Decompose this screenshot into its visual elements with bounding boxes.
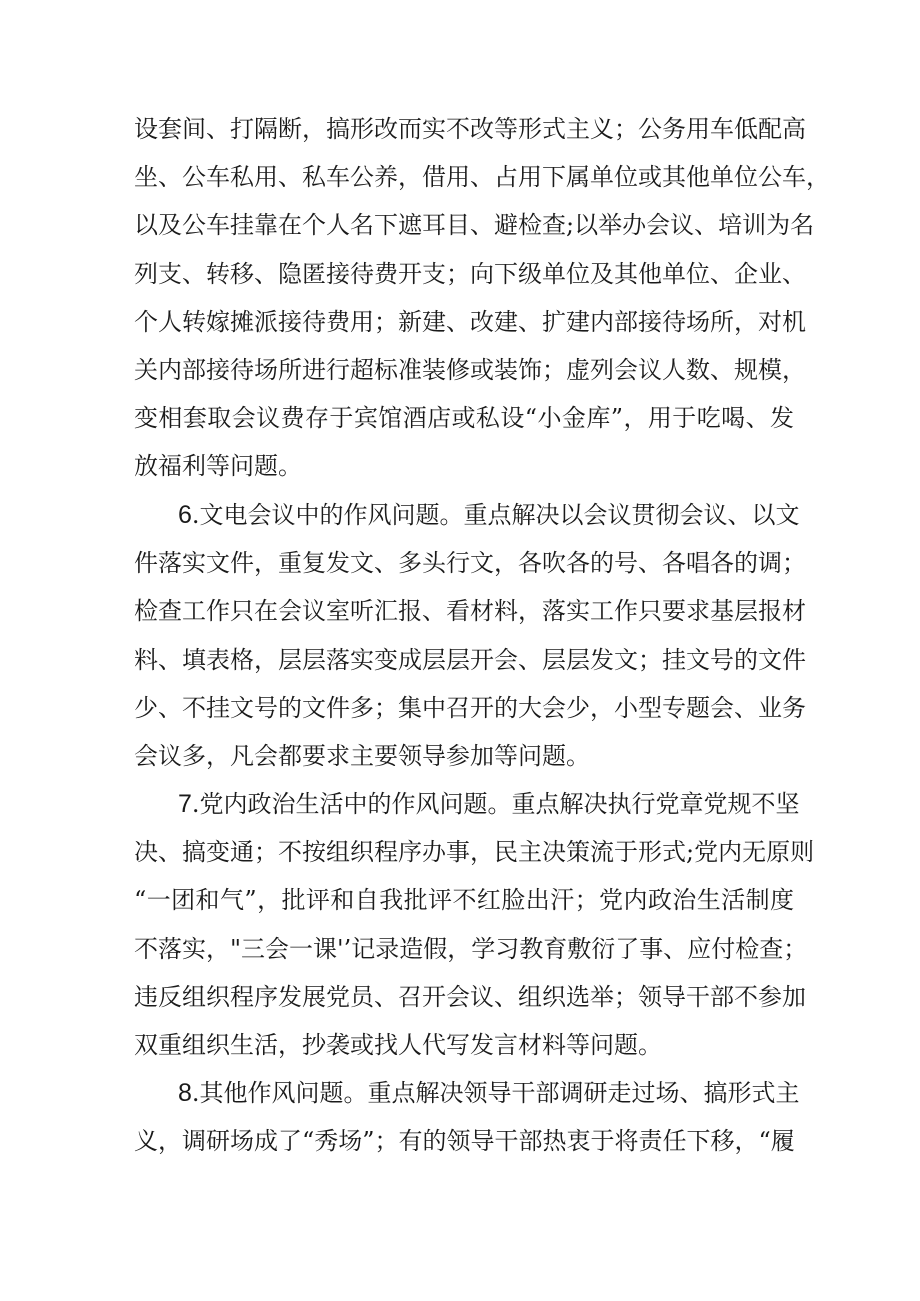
paragraph-7 [134,780,815,1069]
text-line: 决、搞变通；不按组织程序办事，民主决策流于形式;党内无原则 [134,838,815,867]
text-line: 双重组织生活，抄袭或找人代写发言材料等问题。 [134,1030,662,1059]
text-line: 检查工作只在会议室听汇报、看材料，落实工作只要求基层报材 [134,597,806,626]
item-number: 7 [178,790,192,818]
text-line: 料、填表格，层层落实变成层层开会、层层发文；挂文号的文件 [134,645,806,674]
text-line-content: .党内政治生活中的作风问题。重点解决执行党章党规不坚 [191,790,800,818]
text-line-first [134,780,800,828]
text-line: 放福利等问题。 [134,452,302,481]
text-line: 不落实，"三会一课'’记录造假，学习教育敷衍了事、应付检查； [134,934,808,963]
text-line: 以及公车挂靠在个人名下遮耳目、避检查;以举办会议、培训为名 [134,211,815,240]
text-line-content: .其他作风问题。重点解决领导干部调研走过场、搞形式主 [191,1079,800,1107]
paragraph-8 [134,1069,800,1165]
item-number: 6 [178,501,192,529]
text-line: 个人转嫁摊派接待费用；新建、改建、扩建内部接待场所，对机 [134,307,806,336]
text-line-content: .文电会议中的作风问题。重点解决以会议贯彻会议、以文 [191,501,800,529]
text-line: 违反组织程序发展党员、召开会议、组织选举；领导干部不参加 [134,982,806,1011]
text-line-first [134,1069,800,1117]
text-line: 义，调研场成了“秀场”；有的领导干部热衷于将责任下移，“履 [134,1127,795,1156]
text-line-first [134,491,800,539]
item-number: 8 [178,1079,192,1107]
paragraph-6 [134,491,806,780]
text-line: 件落实文件，重复发文、多头行文，各吹各的号、各唱各的调； [134,549,806,578]
text-line: 变相套取会议费存于宾馆酒店或私设“小金库”，用于吃喝、发 [134,404,794,433]
paragraph-continuation [134,105,830,491]
text-line: 关内部接待场所进行超标准装修或装饰；虚列会议人数、规模， [134,355,806,384]
text-line: 列支、转移、隐匿接待费开支；向下级单位及其他单位、企业、 [134,259,806,288]
text-line: 会议多，凡会都要求主要领导参加等问题。 [134,741,590,770]
text-line: 坐、公车私用、私车公养，借用、占用下属单位或其他单位公车， [134,163,830,192]
text-line: “一团和气”，批评和自我批评不红脸出汗；党内政治生活制度 [134,886,794,915]
text-line: 设套间、打隔断，搞形改而实不改等形式主义；公务用车低配高 [134,115,806,143]
text-line: 少、不挂文号的文件多；集中召开的大会少，小型专题会、业务 [134,693,806,722]
